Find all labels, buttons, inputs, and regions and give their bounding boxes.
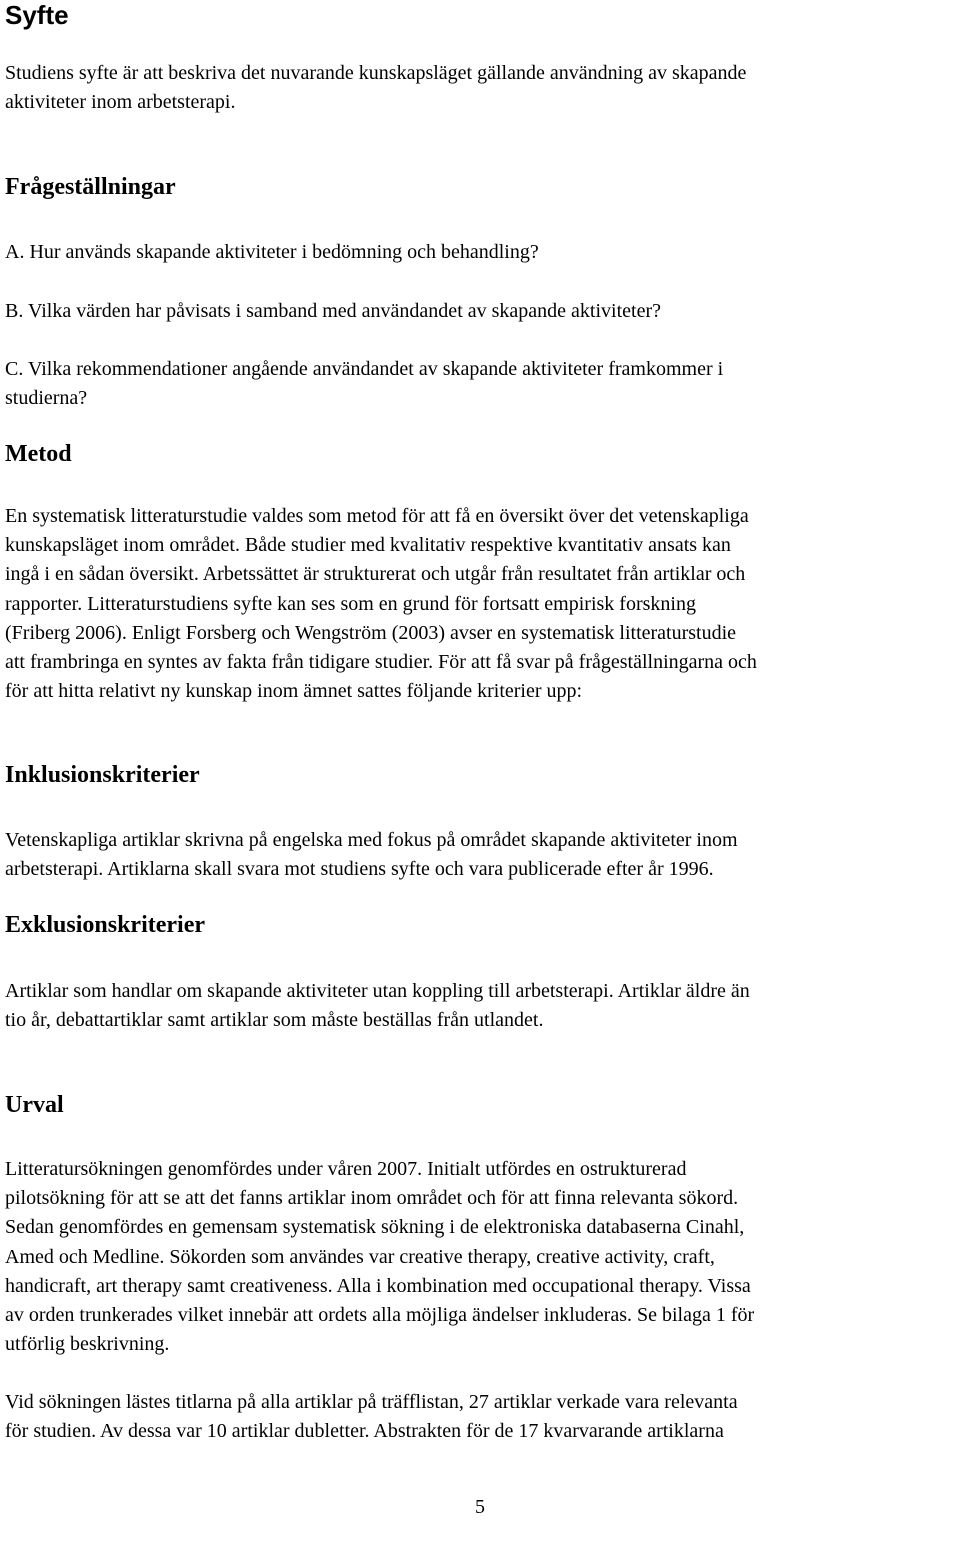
question-b: B. Vilka värden har påvisats i samband med användandet av skapande aktiviteter?: [5, 300, 661, 322]
page-number: 5: [475, 1496, 485, 1518]
paragraph-syfte: [5, 59, 955, 117]
text-line: handicraft, art therapy samt creativeness. Alla i kombination med occupational therapy. Vissa: [5, 1274, 751, 1297]
text-line: studierna?: [5, 387, 88, 410]
text-line: rapporter. Litteraturstudiens syfte kan ses som en grund för fortsatt empirisk forskning: [5, 592, 696, 615]
text-line: Sedan genomfördes en gemensam systematisk sökning i de elektroniska databaserna Cinahl,: [5, 1216, 745, 1239]
heading-fragestallningar: Frågeställningar: [5, 174, 176, 200]
text-line: Artiklar som handlar om skapande aktiviteter utan koppling till arbetsterapi. Artiklar äldre än: [5, 980, 750, 1002]
text-line: Vetenskapliga artiklar skrivna på engelska med fokus på området skapande aktiviteter inom: [5, 829, 738, 851]
text-line: att frambringa en syntes av fakta från tidigare studier. För att få svar på frågeställningarna och: [5, 651, 757, 674]
paragraph-exklusion: [5, 977, 955, 1035]
text-line: för att hitta relativt ny kunskap inom ämnet sattes följande kriterier upp:: [5, 680, 583, 703]
heading-metod: Metod: [5, 441, 72, 467]
text-line: Vid sökningen lästes titlarna på alla artiklar på träfflistan, 27 artiklar verkade vara relevanta: [5, 1391, 738, 1413]
text-line: kunskapsläget inom området. Både studier med kvalitativ respektive kvantitativ ansats kan: [5, 534, 731, 557]
paragraph-urval-2: [5, 1388, 955, 1446]
text-line: Studiens syfte är att beskriva det nuvarande kunskapsläget gällande användning av skapande: [5, 62, 747, 84]
question-c: [5, 355, 955, 413]
text-line: C. Vilka rekommendationer angående användandet av skapande aktiviteter framkommer i: [5, 358, 724, 380]
heading-urval: Urval: [5, 1092, 64, 1118]
text-line: tio år, debattartiklar samt artiklar som måste beställas från utlandet.: [5, 1009, 544, 1032]
heading-exklusionskriterier: Exklusionskriterier: [5, 912, 206, 938]
text-line: arbetsterapi. Artiklarna skall svara mot studiens syfte och vara publicerade efter år 1996.: [5, 858, 714, 881]
text-line: utförlig beskrivning.: [5, 1333, 170, 1356]
text-line: för studien. Av dessa var 10 artiklar dubletter. Abstrakten för de 17 kvarvarande artiklarna: [5, 1420, 724, 1443]
text-line: En systematisk litteraturstudie valdes som metod för att få en översikt över det vetenskapliga: [5, 505, 749, 527]
text-line: Amed och Medline. Sökorden som användes var creative therapy, creative activity, craft,: [5, 1245, 715, 1268]
text-line: aktiviteter inom arbetsterapi.: [5, 91, 236, 114]
paragraph-metod: [5, 502, 955, 706]
text-line: av orden trunkerades vilket innebär att ordets alla möjliga ändelser inkluderas. Se bilaga 1 för: [5, 1304, 755, 1327]
text-line: ingå i en sådan översikt. Arbetssättet är strukturerat och utgår från resultatet från artiklar och: [5, 563, 746, 586]
paragraph-inklusion: [5, 826, 955, 884]
heading-inklusionskriterier: Inklusionskriterier: [5, 762, 200, 788]
question-a: A. Hur används skapande aktiviteter i bedömning och behandling?: [5, 241, 539, 263]
text-line: Litteratursökningen genomfördes under våren 2007. Initialt utfördes en ostrukturerad: [5, 1158, 687, 1180]
heading-syfte: Syfte: [5, 0, 69, 30]
text-line: (Friberg 2006). Enligt Forsberg och Wengström (2003) avser en systematisk litteraturstudie: [5, 621, 737, 644]
paragraph-urval-1: [5, 1155, 955, 1359]
text-line: pilotsökning för att se att det fanns artiklar inom området och för att finna relevanta sökord.: [5, 1187, 739, 1210]
